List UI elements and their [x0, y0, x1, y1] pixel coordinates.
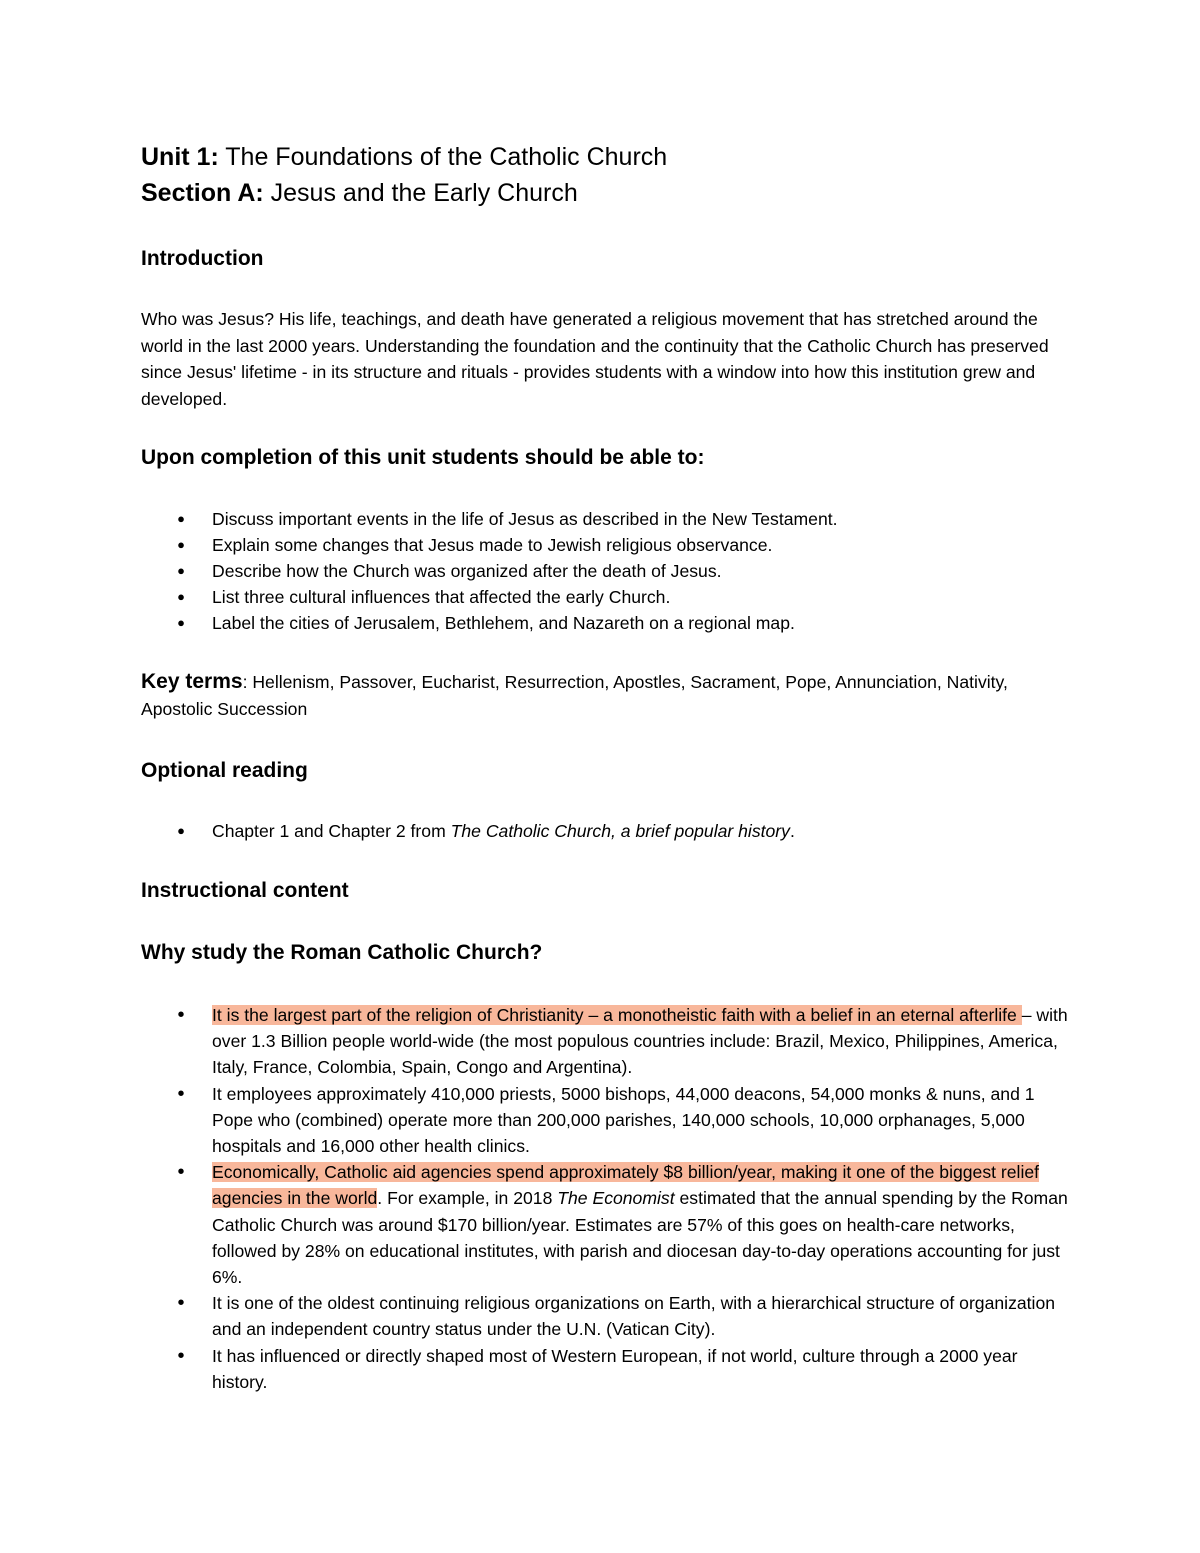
list-item: ● Explain some changes that Jesus made to Jewish religious observance. [170, 532, 1070, 558]
list-item: • It is the largest part of the religion of Christianity – a monotheistic faith with a belief in an eternal afterlife – with over 1.3 Billion people world-wide (the most populous countries include: Brazil, Mexico, Philippines, America, Italy, France, Colombia, Spain, Congo and Argentina). [170, 1002, 1070, 1081]
list-item: ● List three cultural influences that affected the early Church. [170, 584, 1070, 610]
bullet-icon: • [177, 1292, 185, 1315]
bullet-icon: ● [177, 615, 185, 630]
bullet-icon: • [177, 1082, 185, 1105]
list-item: ● Label the cities of Jerusalem, Bethlehem, and Nazareth on a regional map. [170, 610, 1070, 636]
introduction-paragraph: Who was Jesus? His life, teachings, and death have generated a religious movement that has stretched around the world in the last 2000 years. Understanding the foundation and the continuity that the Catholic Church has preserved since Jesus' lifetime - in its structure and rituals - provides students with a window into how this institution grew and developed. [141, 309, 1049, 409]
why-study-heading: Why study the Roman Catholic Church? [141, 941, 543, 964]
bullet-icon: ● [177, 511, 185, 526]
publication-title: The Economist [557, 1188, 675, 1209]
bullet-icon: • [177, 1344, 185, 1367]
unit-text: The Foundations of the Catholic Church [218, 143, 668, 171]
highlighted-text: Economically, Catholic aid agencies spend approximately $8 billion/year, making it one of the biggest relief agencies in the world [212, 1162, 1040, 1209]
optional-reading-heading: Optional reading [141, 759, 308, 782]
bullet-icon: ● [177, 563, 185, 578]
section-label: Section A: [141, 179, 264, 207]
key-terms-text: : Hellenism, Passover, Eucharist, Resurrection, Apostles, Sacrament, Pope, Annunciation, Nativity, Apostolic Succession [141, 672, 1008, 719]
list-item: • Economically, Catholic aid agencies spend approximately $8 billion/year, making it one of the biggest relief agencies in the world. For example, in 2018 The Economist estimated that the annual spending by the Roman Catholic Church was around $170 billion/year. Estimates are 57% of this goes on health-care networks, followed by 28% on educational institutes, with parish and diocesan day-to-day operations accounting for just 6%. [170, 1159, 1070, 1290]
unit-title [141, 142, 667, 172]
section-title [141, 178, 578, 208]
optional-reading-list [170, 818, 1070, 844]
introduction-heading: Introduction [141, 247, 264, 270]
instructional-content-heading: Instructional content [141, 879, 349, 902]
unit-label: Unit 1: [141, 143, 219, 171]
list-item: • It has influenced or directly shaped most of Western European, if not world, culture through a 2000 year history. [170, 1343, 1070, 1395]
objectives-list [170, 506, 1070, 636]
section-text: Jesus and the Early Church [263, 179, 578, 207]
key-terms [141, 669, 1071, 722]
key-terms-label: Key terms [141, 670, 243, 693]
list-item: ● Chapter 1 and Chapter 2 from The Catholic Church, a brief popular history. [170, 818, 1070, 844]
why-study-list [170, 1002, 1070, 1395]
list-item: ● Discuss important events in the life of Jesus as described in the New Testament. [170, 506, 1070, 532]
highlighted-text: It is the largest part of the religion of Christianity – a monotheistic faith with a belief in an eternal afterlife [212, 1005, 1022, 1025]
list-item: ● Describe how the Church was organized after the death of Jesus. [170, 558, 1070, 584]
book-title: The Catholic Church, a brief popular history [450, 821, 790, 841]
bullet-icon: ● [177, 537, 185, 552]
list-item: • It employees approximately 410,000 priests, 5000 bishops, 44,000 deacons, 54,000 monks & nuns, and 1 Pope who (combined) operate more than 200,000 parishes, 140,000 schools, 10,000 orphanages, 5,000 hospitals and 16,000 other health clinics. [170, 1081, 1070, 1160]
list-item: • It is one of the oldest continuing religious organizations on Earth, with a hierarchical structure of organization and an independent country status under the U.N. (Vatican City). [170, 1290, 1070, 1342]
bullet-icon: • [177, 1004, 185, 1026]
bullet-icon: ● [177, 589, 185, 604]
bullet-icon: ● [177, 823, 185, 838]
objectives-heading: Upon completion of this unit students should be able to: [141, 446, 705, 469]
bullet-icon: • [177, 1161, 185, 1184]
